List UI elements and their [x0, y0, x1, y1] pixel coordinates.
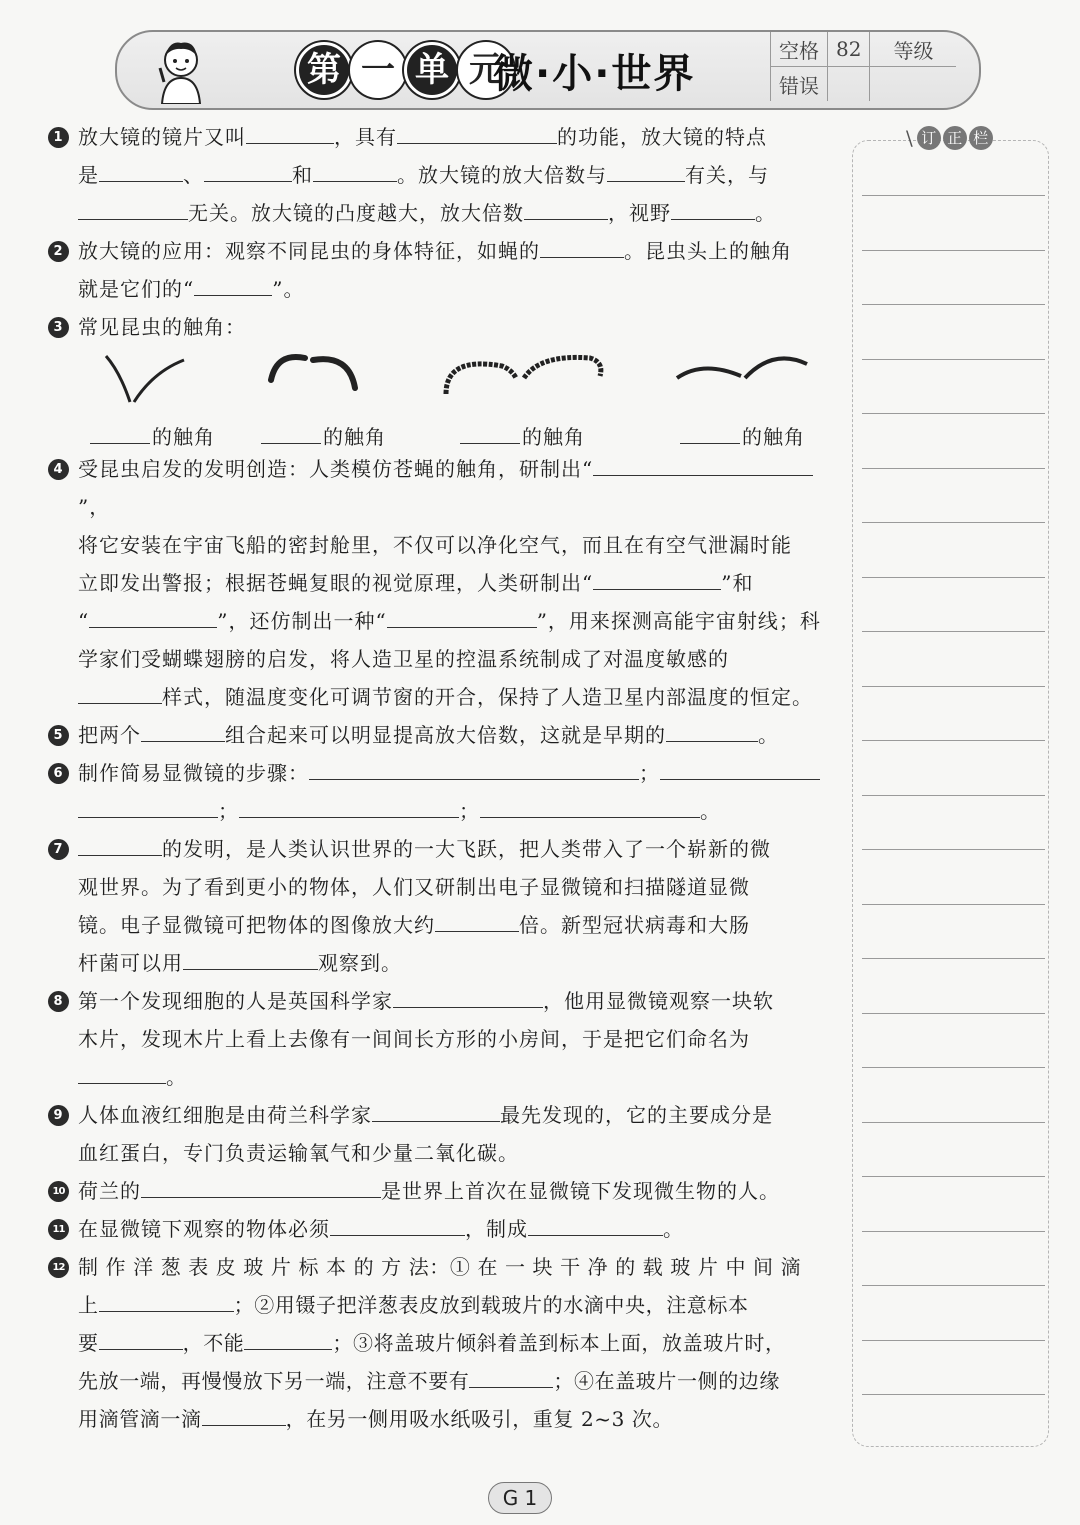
answer-blank[interactable]	[666, 719, 758, 742]
question-text: ”，还仿制出一种“	[217, 609, 387, 633]
correction-writing-line[interactable]	[862, 1340, 1045, 1341]
question-text: ；	[218, 799, 239, 823]
correction-writing-line[interactable]	[862, 904, 1045, 905]
question-number: 8	[48, 991, 69, 1012]
question-text: 把两个	[78, 723, 141, 747]
correction-writing-line[interactable]	[862, 1122, 1045, 1123]
unit-badge-char: 第	[296, 42, 352, 98]
answer-blank[interactable]	[528, 1213, 663, 1236]
answer-blank[interactable]	[540, 235, 624, 258]
correction-writing-line[interactable]	[862, 631, 1045, 632]
question-text: 是世界上首次在显微镜下发现微生物的人。	[381, 1179, 780, 1203]
question-text: 的触角	[522, 425, 585, 449]
question-text: ”和	[721, 571, 754, 595]
straight-antenna-icon	[98, 350, 188, 410]
question-text: 放大镜的镜片又叫	[78, 125, 246, 149]
answer-blank[interactable]	[202, 1403, 286, 1426]
question-text: 是	[78, 163, 99, 187]
question-text: 学家们受蝴蝶翅膀的启发，将人造卫星的控温系统制成了对温度敏感的	[78, 647, 729, 671]
answer-blank[interactable]	[593, 453, 813, 476]
question-text: ，他用显微镜观察一块软	[543, 989, 774, 1013]
question-number: 5	[48, 725, 69, 746]
answer-blank[interactable]	[90, 421, 150, 444]
answer-blank[interactable]	[387, 605, 537, 628]
question-text: 第一个发现细胞的人是英国科学家	[78, 989, 393, 1013]
question-text: 。	[755, 201, 776, 225]
question-text: ，视野	[608, 201, 671, 225]
question-text: “	[78, 609, 90, 633]
correction-writing-line[interactable]	[862, 740, 1045, 741]
question-text: 放大镜的应用：观察不同昆虫的身体特征，如蝇的	[78, 239, 540, 263]
answer-blank[interactable]	[99, 1289, 234, 1312]
answer-blank[interactable]	[460, 421, 520, 444]
answer-blank[interactable]	[246, 121, 334, 144]
question-text: 观察到。	[318, 951, 402, 975]
correction-title-char: 正	[943, 126, 967, 150]
correction-writing-line[interactable]	[862, 250, 1045, 251]
answer-blank[interactable]	[313, 159, 397, 182]
correction-title-char: 栏	[969, 126, 993, 150]
question-7	[48, 830, 838, 982]
correction-title	[906, 126, 993, 150]
question-text: 的触角	[323, 425, 386, 449]
question-text: 。	[700, 799, 721, 823]
question-text: 和	[292, 163, 313, 187]
question-9	[48, 1096, 838, 1172]
question-text: 无关。放大镜的凸度越大，放大倍数	[188, 201, 524, 225]
question-number: 2	[48, 241, 69, 262]
answer-blank[interactable]	[393, 985, 543, 1008]
correction-writing-line[interactable]	[862, 686, 1045, 687]
question-text: 制作简易显微镜的步骤：	[78, 761, 309, 785]
curved-antenna-icon	[263, 350, 363, 410]
antenna-figure-1	[98, 350, 188, 410]
question-6	[48, 754, 838, 830]
answer-blank[interactable]	[99, 1327, 183, 1350]
answer-blank[interactable]	[261, 421, 321, 444]
answer-blank[interactable]	[397, 121, 557, 144]
answer-blank[interactable]	[593, 567, 721, 590]
question-number: 10	[48, 1181, 69, 1202]
question-text: 就是它们的“	[78, 277, 195, 301]
question-number: 11	[48, 1219, 69, 1240]
answer-blank[interactable]	[480, 795, 700, 818]
question-number: 6	[48, 763, 69, 784]
correction-writing-line[interactable]	[862, 1231, 1045, 1232]
answer-blank[interactable]	[435, 909, 519, 932]
question-text: 木片，发现木片上看上去像有一间间长方形的小房间，于是把它们命名为	[78, 1027, 750, 1051]
answer-blank[interactable]	[78, 795, 218, 818]
question-text: ”。	[272, 277, 305, 301]
question-text: 常见昆虫的触角：	[78, 315, 246, 339]
question-text: 要	[78, 1331, 99, 1355]
question-text: ，具有	[334, 125, 397, 149]
question-text: 人体血液红细胞是由荷兰科学家	[78, 1103, 372, 1127]
answer-blank[interactable]	[524, 197, 608, 220]
question-text: ”，	[78, 495, 111, 519]
question-text: 杆菌可以用	[78, 951, 183, 975]
answer-blank[interactable]	[194, 273, 272, 296]
error-label: 错误	[771, 67, 828, 102]
blank-count-label: 空格	[771, 32, 828, 67]
question-text: 在显微镜下观察的物体必须	[78, 1217, 330, 1241]
answer-blank[interactable]	[141, 1175, 381, 1198]
question-number: 7	[48, 839, 69, 860]
answer-blank[interactable]	[99, 159, 183, 182]
question-number: 12	[48, 1257, 69, 1278]
question-text: 受昆虫启发的发明创造：人类模仿苍蝇的触角，研制出“	[78, 457, 594, 481]
question-text: 制 作 洋 葱 表 皮 玻 片 标 本 的 方 法：① 在 一 块 干 净 的 载 玻 片 中 间 滴	[78, 1255, 802, 1279]
question-text: 观世界。为了看到更小的物体，人们又研制出电子显微镜和扫描隧道显微	[78, 875, 750, 899]
answer-blank[interactable]	[680, 421, 740, 444]
correction-writing-line[interactable]	[862, 468, 1045, 469]
answer-blank[interactable]	[204, 159, 292, 182]
antenna-figure-4	[673, 350, 813, 410]
question-text: 的触角	[152, 425, 215, 449]
correction-writing-line[interactable]	[862, 958, 1045, 959]
score-table	[770, 32, 956, 101]
answer-blank[interactable]	[89, 605, 217, 628]
question-1	[48, 118, 838, 232]
question-text: 组合起来可以明显提高放大倍数，这就是早期的	[225, 723, 666, 747]
question-text: 有关，与	[685, 163, 769, 187]
correction-writing-line[interactable]	[862, 1394, 1045, 1395]
error-count-cell[interactable]	[828, 67, 870, 102]
question-10	[48, 1172, 838, 1210]
question-text: 最先发现的，它的主要成分是	[500, 1103, 773, 1127]
question-text: 的发明，是人类认识世界的一大飞跃，把人类带入了一个崭新的微	[162, 837, 771, 861]
feather-antenna-icon	[673, 350, 813, 410]
answer-blank[interactable]	[141, 719, 225, 742]
question-text: 。	[758, 723, 779, 747]
question-text: ；②用镊子把洋葱表皮放到载玻片的水滴中央，注意标本	[233, 1293, 749, 1317]
answer-blank[interactable]	[372, 1099, 500, 1122]
answer-blank[interactable]	[244, 1327, 332, 1350]
question-text: ；④在盖玻片一侧的边缘	[553, 1369, 781, 1393]
question-5	[48, 716, 838, 754]
correction-writing-line[interactable]	[862, 1285, 1045, 1286]
question-text: 荷兰的	[78, 1179, 141, 1203]
correction-writing-line[interactable]	[862, 1067, 1045, 1068]
answer-blank[interactable]	[607, 159, 685, 182]
correction-writing-line[interactable]	[862, 522, 1045, 523]
question-text: 样式，随温度变化可调节窗的开合，保持了人造卫星内部温度的恒定。	[162, 685, 813, 709]
correction-writing-line[interactable]	[862, 849, 1045, 850]
unit-badge-char: 单	[404, 42, 460, 98]
answer-blank[interactable]	[309, 757, 639, 780]
question-text: ，制成	[465, 1217, 528, 1241]
question-number: 9	[48, 1105, 69, 1126]
question-text: 倍。新型冠状病毒和大肠	[519, 913, 750, 937]
unit-title: 微·小·世界	[493, 51, 696, 97]
antennae-figure	[48, 350, 838, 450]
question-11	[48, 1210, 838, 1248]
question-text: 。	[166, 1065, 187, 1089]
answer-blank[interactable]	[78, 1061, 166, 1084]
answer-blank[interactable]	[78, 681, 162, 704]
question-text: 的触角	[742, 425, 805, 449]
question-text: 血红蛋白，专门负责运输氧气和少量二氧化碳。	[78, 1141, 519, 1165]
correction-column	[852, 140, 1049, 1447]
correction-title-char: 订	[917, 126, 941, 150]
correction-writing-line[interactable]	[862, 359, 1045, 360]
correction-writing-line[interactable]	[862, 413, 1045, 414]
correction-writing-line[interactable]	[862, 304, 1045, 305]
unit-badge-char: 元	[458, 42, 514, 98]
question-text: 。放大镜的放大倍数与	[397, 163, 607, 187]
answer-blank[interactable]	[183, 947, 318, 970]
question-8	[48, 982, 838, 1096]
question-text: ；③将盖玻片倾斜着盖到标本上面，放盖玻片时，	[332, 1331, 786, 1355]
question-text: 。昆虫头上的触角	[624, 239, 792, 263]
question-text: ，不能	[182, 1331, 245, 1355]
question-text: 。	[663, 1217, 684, 1241]
question-number: 4	[48, 459, 69, 480]
correction-writing-line[interactable]	[862, 1013, 1045, 1014]
question-3	[48, 308, 838, 346]
correction-writing-line[interactable]	[862, 195, 1045, 196]
grade-cell[interactable]	[870, 67, 957, 102]
answer-blank[interactable]	[78, 197, 188, 220]
antenna-figure-3	[440, 350, 610, 410]
slash-mark: \	[906, 126, 913, 150]
question-list	[48, 118, 838, 1438]
answer-blank[interactable]	[469, 1365, 553, 1388]
question-text: 镜。电子显微镜可把物体的图像放大约	[78, 913, 435, 937]
question-text: 上	[78, 1293, 99, 1317]
question-12	[48, 1248, 838, 1438]
question-text: 的功能，放大镜的特点	[557, 125, 767, 149]
answer-blank[interactable]	[239, 795, 459, 818]
answer-blank[interactable]	[660, 757, 820, 780]
question-number: 3	[48, 317, 69, 338]
question-text: ”，用来探测高能宇宙射线；科	[536, 609, 821, 633]
answer-blank[interactable]	[78, 833, 162, 856]
unit-number-badges	[296, 42, 512, 98]
question-4	[48, 450, 838, 716]
student-mascot-icon	[150, 38, 212, 104]
page-number: G 1	[488, 1482, 552, 1514]
correction-writing-line[interactable]	[862, 1176, 1045, 1177]
question-text: 用滴管滴一滴	[78, 1407, 202, 1431]
correction-writing-line[interactable]	[862, 795, 1045, 796]
question-text: 先放一端，再慢慢放下另一端，注意不要有	[78, 1369, 470, 1393]
question-text: ，在另一侧用吸水纸吸引，重复 2~3 次。	[285, 1407, 674, 1431]
question-text: 将它安装在宇宙飞船的密封舱里，不仅可以净化空气，而且在有空气泄漏时能	[78, 533, 792, 557]
question-number: 1	[48, 127, 69, 148]
grade-label: 等级	[870, 32, 957, 67]
question-text: 、	[183, 163, 204, 187]
question-2	[48, 232, 838, 308]
question-text: ；	[459, 799, 480, 823]
answer-blank[interactable]	[671, 197, 755, 220]
blank-count-value: 82	[828, 32, 870, 67]
question-text: 立即发出警报；根据苍蝇复眼的视觉原理，人类研制出“	[78, 571, 594, 595]
beaded-antenna-icon	[440, 350, 610, 410]
antenna-figure-2	[263, 350, 363, 410]
unit-badge-char: 一	[350, 42, 406, 98]
question-text: ；	[639, 761, 660, 785]
answer-blank[interactable]	[330, 1213, 465, 1236]
correction-writing-line[interactable]	[862, 577, 1045, 578]
